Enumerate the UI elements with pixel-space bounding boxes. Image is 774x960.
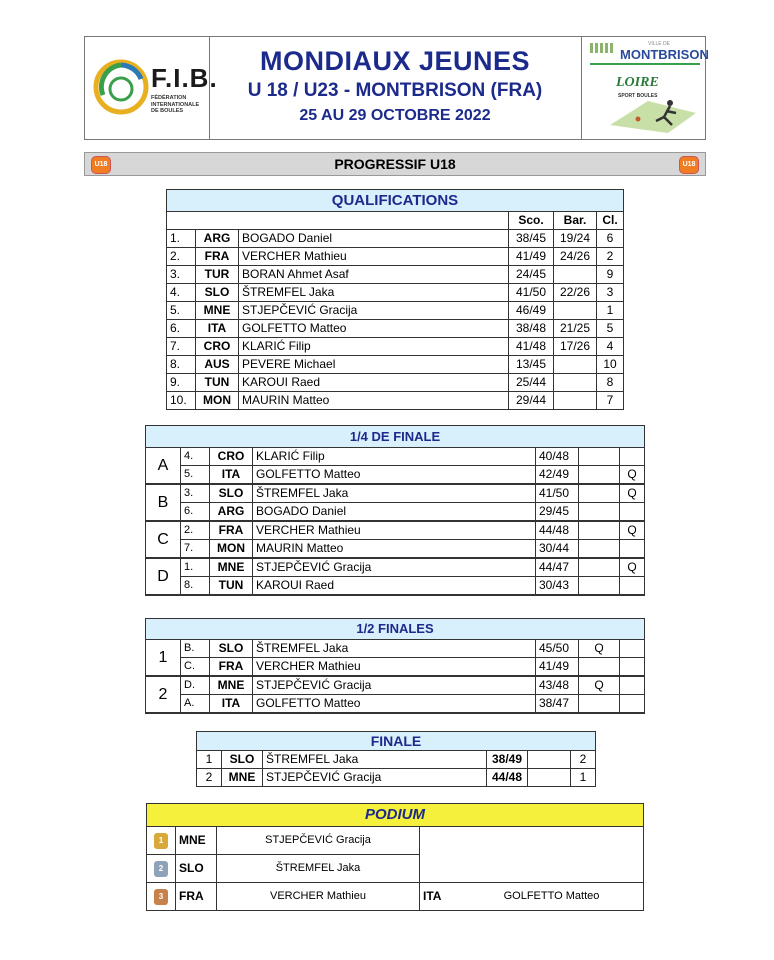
classement-cell: 8 [597, 374, 624, 392]
match-row [146, 695, 645, 714]
player-name-cell: KLARIĆ Filip [253, 448, 536, 466]
qualification-row [167, 284, 624, 302]
player-name-cell: VERCHER Mathieu [239, 248, 509, 266]
col-cl: Cl. [597, 212, 624, 230]
seed-cell: A. [181, 695, 210, 714]
score-cell: 30/44 [536, 540, 579, 559]
empty-cell [579, 577, 620, 596]
rank-cell: 2. [167, 248, 196, 266]
player-name-cell: ŠTREMFEL Jaka [239, 284, 509, 302]
score-cell: 44/47 [536, 558, 579, 577]
score-cell: 25/44 [509, 374, 554, 392]
qualification-row [167, 320, 624, 338]
barrage-cell [554, 302, 597, 320]
u18-badge-left: U18 [91, 156, 111, 174]
semifinal-table [145, 618, 645, 714]
castle-icon [590, 43, 614, 53]
group-label: D [146, 558, 181, 595]
u18-badge-right: U18 [679, 156, 699, 174]
nation-cell: MNE [196, 302, 239, 320]
seed-cell: 7. [181, 540, 210, 559]
medal-cell [147, 827, 176, 855]
player-name-cell: MAURIN Matteo [239, 392, 509, 410]
nation-cell: AUS [196, 356, 239, 374]
qualification-row [167, 248, 624, 266]
match-row [146, 658, 645, 677]
seed-cell: 3. [181, 484, 210, 503]
player-name-cell: VERCHER Mathieu [217, 883, 420, 911]
match-row [146, 484, 645, 503]
final-row [197, 751, 596, 769]
qualified-cell [620, 503, 645, 522]
empty-cell [579, 503, 620, 522]
nation-cell: ARG [196, 230, 239, 248]
semifinal-title: 1/2 FINALES [146, 619, 645, 640]
score-cell: 44/48 [536, 521, 579, 540]
nation-cell: FRA [210, 521, 253, 540]
score-cell: 42/49 [536, 466, 579, 485]
score-cell: 29/45 [536, 503, 579, 522]
score-cell: 43/48 [536, 676, 579, 695]
group-label: 2 [146, 676, 181, 713]
final-title: FINALE [197, 732, 596, 751]
seed-cell: C. [181, 658, 210, 677]
score-cell: 46/49 [509, 302, 554, 320]
player-name-cell: BOGADO Daniel [253, 503, 536, 522]
seed-cell: 2 [197, 769, 222, 787]
nation-cell: MNE [210, 558, 253, 577]
player-name-cell: GOLFETTO Matteo [460, 883, 644, 911]
nation-cell: MON [210, 540, 253, 559]
col-bar: Bar. [554, 212, 597, 230]
nation-cell: ITA [420, 883, 461, 911]
montbrison-logo [586, 41, 709, 65]
fib-logo [85, 37, 218, 139]
score-cell: 38/45 [509, 230, 554, 248]
final-table [196, 731, 596, 787]
score-cell: 41/48 [509, 338, 554, 356]
classement-cell: 1 [597, 302, 624, 320]
loire-logo-sub: SPORT BOULES [618, 93, 658, 99]
rank-cell: 8. [167, 356, 196, 374]
player-name-cell: STJEPČEVIĆ Gracija [217, 827, 420, 855]
score-cell: 41/50 [509, 284, 554, 302]
empty-cell [579, 521, 620, 540]
empty-cell [579, 448, 620, 466]
col-sco: Sco. [509, 212, 554, 230]
nation-cell: CRO [210, 448, 253, 466]
empty-cell [620, 640, 645, 658]
seed-cell: 4. [181, 448, 210, 466]
barrage-cell: 22/26 [554, 284, 597, 302]
empty-cell [579, 484, 620, 503]
empty-cell [579, 466, 620, 485]
empty-cell [620, 695, 645, 714]
player-name-cell: ŠTREMFEL Jaka [217, 855, 420, 883]
score-cell: 13/45 [509, 356, 554, 374]
qualified-cell: Q [620, 558, 645, 577]
qualifications-title: QUALIFICATIONS [167, 190, 624, 212]
score-cell: 41/50 [536, 484, 579, 503]
empty-cell [579, 540, 620, 559]
place-cell: 1 [571, 769, 596, 787]
nation-cell: CRO [196, 338, 239, 356]
medal-cell [147, 883, 176, 911]
seed-cell: 1. [181, 558, 210, 577]
boules-player-icon [608, 95, 698, 135]
player-name-cell: STJEPČEVIĆ Gracija [239, 302, 509, 320]
category-bar [84, 152, 706, 176]
qualified-cell: Q [579, 676, 620, 695]
qualified-cell [620, 577, 645, 596]
player-name-cell: KLARIĆ Filip [239, 338, 509, 356]
classement-cell: 10 [597, 356, 624, 374]
city-logo-small: VILLE DE [648, 41, 670, 47]
qualification-row [167, 392, 624, 410]
qualified-cell: Q [620, 484, 645, 503]
city-logo-underline [590, 63, 700, 65]
qualification-row [167, 230, 624, 248]
qualification-row [167, 338, 624, 356]
empty-cell [528, 769, 571, 787]
player-name-cell: GOLFETTO Matteo [253, 466, 536, 485]
nation-cell: FRA [196, 248, 239, 266]
final-row [197, 769, 596, 787]
rank-cell: 7. [167, 338, 196, 356]
qualifications-rows [167, 230, 624, 410]
score-cell: 24/45 [509, 266, 554, 284]
quarterfinal-title: 1/4 DE FINALE [146, 426, 645, 448]
qualified-cell [620, 448, 645, 466]
score-cell: 41/49 [509, 248, 554, 266]
barrage-cell: 17/26 [554, 338, 597, 356]
rank-cell: 5. [167, 302, 196, 320]
medal-icon: 1 [154, 833, 168, 849]
header-box [84, 36, 709, 140]
score-cell: 44/48 [487, 769, 528, 787]
player-name-cell: ŠTREMFEL Jaka [253, 484, 536, 503]
nation-cell: SLO [210, 640, 253, 658]
match-row [146, 448, 645, 466]
rank-cell: 6. [167, 320, 196, 338]
medal-icon: 3 [154, 889, 168, 905]
qualified-cell [620, 540, 645, 559]
rank-cell: 1. [167, 230, 196, 248]
group-label: C [146, 521, 181, 558]
podium-empty-block [420, 827, 644, 883]
page-title: MONDIAUX JEUNES [259, 46, 531, 76]
seed-cell: 1 [197, 751, 222, 769]
rank-cell: 4. [167, 284, 196, 302]
player-name-cell: STJEPČEVIĆ Gracija [253, 676, 536, 695]
nation-cell: TUN [210, 577, 253, 596]
quarterfinal-rows [146, 448, 645, 596]
player-name-cell: KAROUI Raed [239, 374, 509, 392]
medal-icon: 2 [154, 861, 168, 877]
final-rows [197, 751, 596, 787]
player-name-cell: GOLFETTO Matteo [239, 320, 509, 338]
nation-cell: MNE [176, 827, 217, 855]
empty-cell [528, 751, 571, 769]
player-name-cell: PEVERE Michael [239, 356, 509, 374]
barrage-cell [554, 392, 597, 410]
classement-cell: 9 [597, 266, 624, 284]
score-cell: 38/47 [536, 695, 579, 714]
match-row [146, 521, 645, 540]
category-label: PROGRESSIF U18 [334, 156, 456, 172]
nation-cell: SLO [222, 751, 263, 769]
empty-cell [579, 558, 620, 577]
qualifications-table [166, 189, 624, 410]
nation-cell: SLO [210, 484, 253, 503]
loire-logo [608, 73, 698, 135]
qualification-row [167, 266, 624, 284]
barrage-cell: 21/25 [554, 320, 597, 338]
player-name-cell: GOLFETTO Matteo [253, 695, 536, 714]
player-name-cell: ŠTREMFEL Jaka [253, 640, 536, 658]
match-row [146, 577, 645, 596]
group-label: A [146, 448, 181, 485]
page-subtitle: U 18 / U23 - MONTBRISON (FRA) [247, 80, 543, 101]
nation-cell: MON [196, 392, 239, 410]
nation-cell: FRA [176, 883, 217, 911]
place-cell: 2 [571, 751, 596, 769]
player-name-cell: BORAN Ahmet Asaf [239, 266, 509, 284]
qualification-row [167, 302, 624, 320]
podium-title: PODIUM [147, 804, 644, 827]
nation-cell: SLO [196, 284, 239, 302]
nation-cell: MNE [222, 769, 263, 787]
nation-cell: ITA [210, 695, 253, 714]
classement-cell: 7 [597, 392, 624, 410]
rank-cell: 3. [167, 266, 196, 284]
barrage-cell: 24/26 [554, 248, 597, 266]
nation-cell: SLO [176, 855, 217, 883]
fib-ball-icon [91, 57, 151, 117]
qual-header-spacer [167, 212, 509, 230]
qualification-row [167, 374, 624, 392]
podium-table [146, 803, 644, 911]
city-logo-text: MONTBRISON [620, 47, 709, 62]
score-cell: 29/44 [509, 392, 554, 410]
seed-cell: 8. [181, 577, 210, 596]
sponsor-logos [581, 37, 709, 139]
match-row [146, 503, 645, 522]
score-cell: 45/50 [536, 640, 579, 658]
quarterfinal-table [145, 425, 645, 596]
barrage-cell: 19/24 [554, 230, 597, 248]
barrage-cell [554, 266, 597, 284]
fib-logo-subtext: FÉDÉRATION INTERNATIONALE DE BOULES [151, 95, 200, 114]
rank-cell: 10. [167, 392, 196, 410]
empty-cell [620, 676, 645, 695]
score-cell: 40/48 [536, 448, 579, 466]
nation-cell: ITA [196, 320, 239, 338]
empty-cell [620, 658, 645, 677]
classement-cell: 6 [597, 230, 624, 248]
player-name-cell: BOGADO Daniel [239, 230, 509, 248]
player-name-cell: VERCHER Mathieu [253, 658, 536, 677]
group-label: B [146, 484, 181, 521]
score-cell: 41/49 [536, 658, 579, 677]
podium-rows [147, 827, 644, 911]
match-row [146, 676, 645, 695]
player-name-cell: ŠTREMFEL Jaka [263, 751, 487, 769]
player-name-cell: VERCHER Mathieu [253, 521, 536, 540]
classement-cell: 2 [597, 248, 624, 266]
rank-cell: 9. [167, 374, 196, 392]
player-name-cell: KAROUI Raed [253, 577, 536, 596]
player-name-cell: STJEPČEVIĆ Gracija [263, 769, 487, 787]
fib-logo-text: F.I.B. [151, 63, 218, 93]
barrage-cell [554, 356, 597, 374]
match-row [146, 466, 645, 485]
score-cell: 38/48 [509, 320, 554, 338]
player-name-cell: MAURIN Matteo [253, 540, 536, 559]
title-block [209, 37, 581, 139]
seed-cell: 5. [181, 466, 210, 485]
medal-cell [147, 855, 176, 883]
group-label: 1 [146, 640, 181, 677]
match-row [146, 558, 645, 577]
classement-cell: 5 [597, 320, 624, 338]
classement-cell: 3 [597, 284, 624, 302]
classement-cell: 4 [597, 338, 624, 356]
seed-cell: 2. [181, 521, 210, 540]
qualified-cell [579, 695, 620, 714]
nation-cell: TUR [196, 266, 239, 284]
nation-cell: FRA [210, 658, 253, 677]
nation-cell: ARG [210, 503, 253, 522]
seed-cell: B. [181, 640, 210, 658]
barrage-cell [554, 374, 597, 392]
seed-cell: D. [181, 676, 210, 695]
qualified-cell: Q [579, 640, 620, 658]
nation-cell: MNE [210, 676, 253, 695]
nation-cell: TUN [196, 374, 239, 392]
qualified-cell: Q [620, 466, 645, 485]
qualified-cell [579, 658, 620, 677]
nation-cell: ITA [210, 466, 253, 485]
score-cell: 30/43 [536, 577, 579, 596]
podium-row [147, 827, 644, 855]
match-row [146, 640, 645, 658]
qualification-row [167, 356, 624, 374]
player-name-cell: STJEPČEVIĆ Gracija [253, 558, 536, 577]
event-dates: 25 AU 29 OCTOBRE 2022 [299, 107, 491, 124]
seed-cell: 6. [181, 503, 210, 522]
match-row [146, 540, 645, 559]
podium-row [147, 883, 644, 911]
qualified-cell: Q [620, 521, 645, 540]
semifinal-rows [146, 640, 645, 714]
score-cell: 38/49 [487, 751, 528, 769]
loire-logo-text: LOIRE [616, 75, 659, 90]
